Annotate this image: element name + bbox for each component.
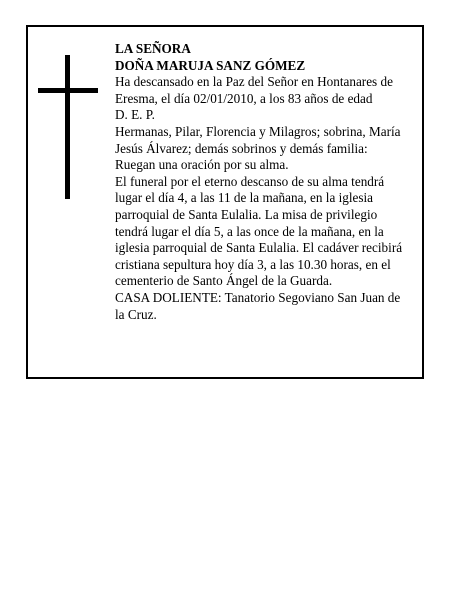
cross-vertical-bar xyxy=(65,55,70,199)
family-line-1: Hermanas, Pilar, Florencia y Milagros; sobrina, María xyxy=(115,123,401,139)
funeral-line-2: lugar el día 4, a las 11 de la mañana, en la iglesia xyxy=(115,190,374,206)
family-line-2: Jesús Álvarez; demás sobrinos y demás familia: xyxy=(115,140,368,156)
home-line-1: CASA DOLIENTE: Tanatorio Segoviano San Juan de xyxy=(115,289,401,305)
funeral-line-5: iglesia parroquial de Santa Eulalia. El cadáver recibirá xyxy=(115,240,403,256)
prayer-line: Ruegan una oración por su alma. xyxy=(115,157,289,173)
rest-line-1: Ha descansado en la Paz del Señor en Hontanares de xyxy=(115,74,393,90)
rest-line-2: Eresma, el día 02/01/2010, a los 83 años de edad xyxy=(115,90,373,106)
funeral-line-6: cristiana sepultura hoy día 3, a las 10.30 horas, en el xyxy=(115,256,391,272)
funeral-line-1: El funeral por el eterno descanso de su alma tendrá xyxy=(115,173,385,189)
notice-text xyxy=(115,41,415,323)
home-line-2: la Cruz. xyxy=(115,306,157,322)
notice-heading-1: LA SEÑORA xyxy=(115,41,191,56)
obituary-notice xyxy=(26,25,424,379)
funeral-line-7: cementerio de Santo Ángel de la Guarda. xyxy=(115,273,333,289)
cross-horizontal-bar xyxy=(38,88,98,93)
funeral-line-4: tendrá lugar el día 5, a las once de la mañana, en la xyxy=(115,223,384,239)
deceased-name: DOÑA MARUJA SANZ GÓMEZ xyxy=(115,57,306,73)
dep-line: D. E. P. xyxy=(115,107,155,123)
funeral-line-3: parroquial de Santa Eulalia. La misa de privilegio xyxy=(115,206,378,222)
cross-icon xyxy=(38,55,98,199)
